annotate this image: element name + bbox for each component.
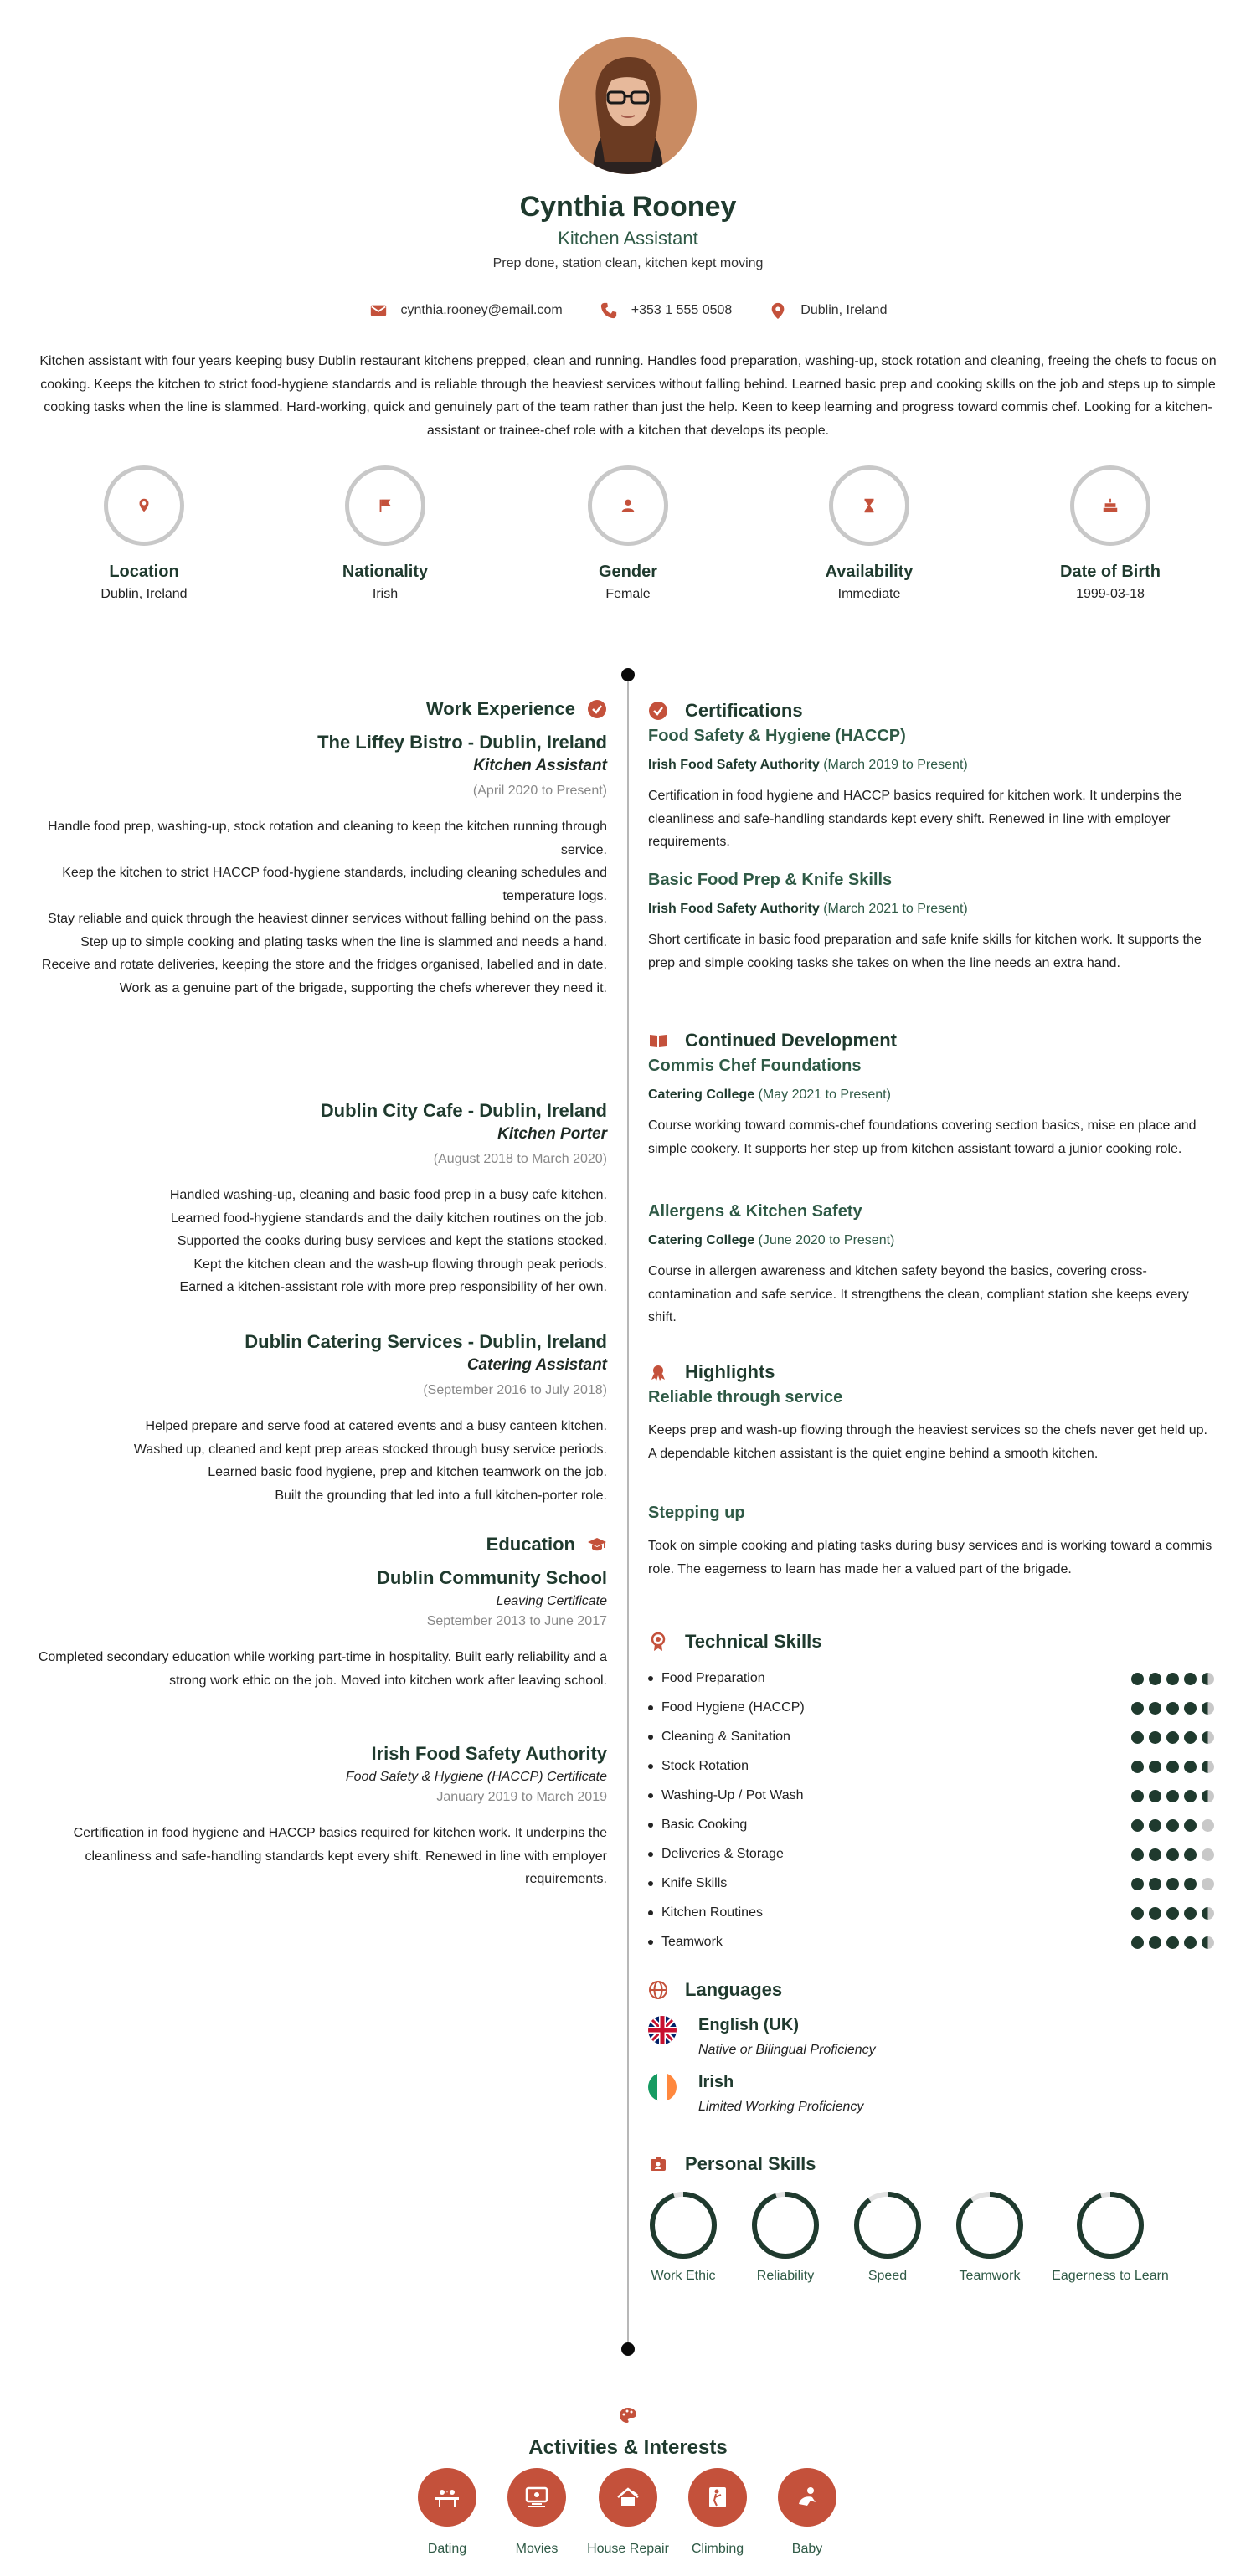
- rating-dot: [1202, 1848, 1214, 1861]
- dating-icon: [430, 2481, 464, 2514]
- certification-title: Food Safety & Hygiene (HACCP): [648, 727, 906, 745]
- certification-title: Basic Food Prep & Knife Skills: [648, 871, 893, 889]
- email-icon: [369, 301, 388, 320]
- skill-rating: [1131, 1761, 1214, 1773]
- rating-dot: [1202, 1790, 1214, 1802]
- section-title: Personal Skills: [685, 2153, 816, 2174]
- education-dates: January 2019 to March 2019: [436, 1790, 607, 1804]
- id-badge-icon: [648, 2154, 668, 2174]
- technical-skill-name: Washing-Up / Pot Wash: [661, 1788, 804, 1802]
- info-location: [52, 465, 236, 602]
- info-value: 1999-03-18: [1076, 587, 1145, 601]
- technical-skill-name: Deliveries & Storage: [661, 1847, 784, 1861]
- info-value: Irish: [372, 587, 399, 601]
- bullet: [648, 1823, 653, 1828]
- rating-dot: [1202, 1702, 1214, 1715]
- development-org: Catering College: [648, 1087, 755, 1102]
- phone-text: +353 1 555 0508: [631, 303, 733, 317]
- technical-skill-row: [648, 1930, 1214, 1955]
- job-bullet: Work as a genuine part of the brigade, supporting the chefs wherever they need it.: [119, 980, 607, 995]
- contact-location: [769, 301, 887, 320]
- job-bullet: Handled washing-up, cleaning and basic food prep in a busy cafe kitchen.: [169, 1188, 607, 1202]
- skill-rating: [1131, 1673, 1214, 1685]
- rating-dot: [1149, 1848, 1161, 1861]
- skill-ring-fill: [959, 2194, 1021, 2256]
- job-company: The Liffey Bistro - Dublin, Ireland: [317, 732, 607, 753]
- highlight-title: Stepping up: [648, 1504, 745, 1522]
- medal-icon: [648, 1632, 668, 1652]
- rating-dot: [1131, 1761, 1144, 1773]
- rating-dot: [1149, 1936, 1161, 1949]
- rating-dot: [1131, 1878, 1144, 1890]
- profile-photo: [559, 37, 697, 174]
- rating-dot: [1202, 1878, 1214, 1890]
- highlight-title: Reliable through service: [648, 1388, 843, 1406]
- person-icon: [619, 496, 637, 515]
- job-role: Kitchen Assistant: [473, 757, 607, 774]
- technical-section-heading: [648, 1631, 1214, 1653]
- rating-dot: [1149, 1673, 1161, 1685]
- skill-rating: [1131, 1848, 1214, 1861]
- job-entry: [33, 1100, 607, 1299]
- rating-dot: [1131, 1907, 1144, 1920]
- development-entry: [648, 1202, 1214, 1329]
- timeline-line: [627, 675, 629, 2349]
- rating-dot: [1202, 1673, 1214, 1685]
- skill-rating: [1131, 1819, 1214, 1832]
- skill-rating: [1131, 1790, 1214, 1802]
- skill-ring-icon: [955, 2190, 1025, 2260]
- info-value: Immediate: [837, 587, 901, 601]
- job-bullet: Built the grounding that led into a full kitchen-porter role.: [275, 1488, 607, 1503]
- rating-dot: [1149, 1761, 1161, 1773]
- personal-section-heading: [648, 2153, 1214, 2175]
- education-entry: [33, 1743, 607, 1891]
- education-dates: September 2013 to June 2017: [426, 1614, 607, 1628]
- rating-dot: [1184, 1819, 1197, 1832]
- bullet: [648, 1764, 653, 1769]
- book-icon: [648, 1031, 668, 1051]
- job-bullet: Supported the cooks during busy services and kept the stations stocked.: [177, 1234, 607, 1248]
- job-bullet: Kept the kitchen clean and the wash-up flowing through peak periods.: [193, 1257, 607, 1272]
- location-pin-icon: [769, 301, 787, 320]
- technical-skill-name: Basic Cooking: [661, 1818, 748, 1832]
- job-bullet: Keep the kitchen to strict HACCP food-hygiene standards, including cleaning schedules and temperature logs.: [62, 866, 607, 903]
- certification-entry: [648, 727, 1214, 854]
- location-text: Dublin, Ireland: [800, 303, 888, 317]
- interest-item: [401, 2468, 493, 2558]
- highlight-entry: [648, 1388, 1214, 1465]
- bullet: [648, 1852, 653, 1857]
- rating-dot: [1166, 1673, 1179, 1685]
- interest-label: House Repair: [587, 2542, 669, 2556]
- certification-dates: (March 2019 to Present): [823, 758, 968, 772]
- email-text: cynthia.rooney@email.com: [400, 303, 563, 317]
- interest-item: [761, 2468, 853, 2558]
- rating-dot: [1149, 1878, 1161, 1890]
- personal-skill-label: Reliability: [756, 2269, 815, 2283]
- rating-dot: [1166, 1761, 1179, 1773]
- personal-skills-list: [648, 2190, 1214, 2299]
- rating-dot: [1184, 1702, 1197, 1715]
- hourglass-icon: [860, 496, 878, 515]
- education-description: Certification in food hygiene and HACCP basics required for kitchen work. It underpins the cleanliness and safe-handling standards kept every shift. Renewed in line with employer requirements.: [73, 1826, 607, 1886]
- skill-ring-icon: [852, 2190, 923, 2260]
- certification-org: Irish Food Safety Authority: [648, 758, 820, 772]
- development-dates: (May 2021 to Present): [758, 1087, 891, 1102]
- rating-dot: [1131, 1731, 1144, 1744]
- education-section-heading: [33, 1534, 607, 1555]
- personal-skill-label: Eagerness to Learn: [1052, 2269, 1169, 2283]
- job-title: Kitchen Assistant: [558, 228, 698, 249]
- development-dates: (June 2020 to Present): [758, 1233, 895, 1247]
- info-label: Location: [109, 563, 179, 581]
- development-entry: [648, 1057, 1214, 1160]
- section-title: Work Experience: [425, 698, 575, 719]
- interest-label: Movies: [515, 2542, 559, 2556]
- rating-dot: [1202, 1936, 1214, 1949]
- development-title: Allergens & Kitchen Safety: [648, 1202, 862, 1221]
- job-role: Kitchen Porter: [497, 1125, 607, 1143]
- development-section-heading: [648, 1030, 1214, 1051]
- skill-ring-fill: [652, 2194, 714, 2256]
- movies-icon: [520, 2481, 553, 2514]
- technical-skill-row: [648, 1871, 1214, 1896]
- certification-org: Irish Food Safety Authority: [648, 902, 820, 916]
- info-label: Availability: [825, 563, 914, 581]
- skill-ring-icon: [1075, 2190, 1145, 2260]
- contact-phone[interactable]: [600, 301, 733, 320]
- section-title: Continued Development: [685, 1030, 898, 1051]
- job-dates: (September 2016 to July 2018): [423, 1383, 607, 1397]
- contact-email[interactable]: [369, 301, 563, 320]
- skill-rating: [1131, 1936, 1214, 1949]
- development-org: Catering College: [648, 1233, 755, 1247]
- rating-dot: [1131, 1702, 1144, 1715]
- technical-skill-row: [648, 1812, 1214, 1838]
- pin-icon: [135, 496, 153, 515]
- job-entry: [33, 1331, 607, 1507]
- rating-dot: [1166, 1936, 1179, 1949]
- technical-skill-row: [648, 1900, 1214, 1926]
- technical-skill-row: [648, 1842, 1214, 1867]
- bullet: [648, 1705, 653, 1710]
- bullet: [648, 1940, 653, 1945]
- interest-item: [672, 2468, 764, 2558]
- phone-icon: [600, 301, 618, 320]
- rating-dot: [1149, 1731, 1161, 1744]
- certification-dates: (March 2021 to Present): [823, 902, 968, 916]
- rating-dot: [1166, 1907, 1179, 1920]
- job-company: Dublin Catering Services - Dublin, Ireland: [245, 1331, 607, 1352]
- rating-dot: [1166, 1731, 1179, 1744]
- rating-dot: [1149, 1907, 1161, 1920]
- job-dates: (August 2018 to March 2020): [433, 1152, 607, 1166]
- candidate-name: Cynthia Rooney: [519, 191, 737, 223]
- section-title: Education: [486, 1534, 575, 1555]
- info-nationality: [293, 465, 477, 602]
- job-bullet: Washed up, cleaned and kept prep areas stocked through busy service periods.: [133, 1442, 607, 1457]
- languages-list: [648, 2016, 1214, 2125]
- development-description: Course working toward commis-chef foundations covering section basics, mise en place and simple cookery. It supports her step up from kitchen assistant toward a junior cooking role.: [648, 1118, 1197, 1156]
- timeline-dot-bottom: [621, 2342, 635, 2356]
- technical-skill-row: [648, 1666, 1214, 1691]
- bullet: [648, 1735, 653, 1740]
- development-title: Commis Chef Foundations: [648, 1057, 862, 1075]
- rating-dot: [1184, 1848, 1197, 1861]
- certification-entry: [648, 871, 1214, 974]
- rating-dot: [1184, 1936, 1197, 1949]
- skill-ring-fill: [1079, 2194, 1141, 2256]
- certifications-section-heading: [648, 700, 1214, 722]
- bullet: [648, 1910, 653, 1915]
- bullet: [648, 1793, 653, 1798]
- technical-skill-name: Cleaning & Sanitation: [661, 1730, 790, 1744]
- rating-dot: [1202, 1731, 1214, 1744]
- skill-rating: [1131, 1731, 1214, 1744]
- interests-heading: Activities & Interests: [528, 2436, 728, 2459]
- language-level: Native or Bilingual Proficiency: [698, 2043, 876, 2057]
- flag-icon: [376, 496, 394, 515]
- technical-skill-row: [648, 1754, 1214, 1779]
- interest-item: [582, 2468, 674, 2558]
- personal-skill: [927, 2190, 1053, 2284]
- job-role: Catering Assistant: [466, 1356, 607, 1374]
- personal-skill: [1048, 2190, 1173, 2284]
- ribbon-icon: [648, 1362, 668, 1382]
- rating-dot: [1184, 1790, 1197, 1802]
- timeline-dot-top: [621, 668, 635, 681]
- technical-skill-name: Kitchen Routines: [661, 1905, 763, 1920]
- technical-skill-name: Knife Skills: [661, 1876, 728, 1890]
- section-title: Highlights: [685, 1361, 775, 1382]
- globe-icon: [648, 1980, 668, 2000]
- technical-skill-name: Food Hygiene (HACCP): [661, 1700, 805, 1715]
- interest-label: Climbing: [691, 2542, 744, 2556]
- rating-dot: [1184, 1907, 1197, 1920]
- rating-dot: [1166, 1848, 1179, 1861]
- education-school: Irish Food Safety Authority: [371, 1743, 607, 1764]
- info-dob: [1018, 465, 1202, 602]
- rating-dot: [1131, 1848, 1144, 1861]
- rating-dot: [1184, 1731, 1197, 1744]
- skill-ring-fill: [857, 2194, 919, 2256]
- highlight-entry: [648, 1504, 1214, 1581]
- highlights-section-heading: [648, 1361, 1214, 1383]
- job-bullet: Earned a kitchen-assistant role with more prep responsibility of her own.: [179, 1280, 607, 1294]
- rating-dot: [1131, 1819, 1144, 1832]
- personal-skill-label: Speed: [867, 2269, 908, 2283]
- job-bullet: Handle food prep, washing-up, stock rotation and cleaning to keep the kitchen running through service.: [48, 820, 607, 857]
- education-entry: [33, 1567, 607, 1692]
- personal-skill-label: Work Ethic: [651, 2269, 716, 2283]
- palette-icon: [618, 2406, 638, 2426]
- highlight-description: Took on simple cooking and plating tasks during busy services and is working toward a commis role. The eagerness to learn has made her a valued part of the brigade.: [648, 1539, 1212, 1576]
- bullet: [648, 1881, 653, 1886]
- job-bullet: Stay reliable and quick through the heaviest dinner services without falling behind on the pass.: [48, 912, 607, 926]
- section-title: Certifications: [685, 700, 803, 721]
- baby-icon: [790, 2481, 824, 2514]
- cake-icon: [1101, 496, 1120, 515]
- interest-item: [491, 2468, 583, 2558]
- education-degree: Leaving Certificate: [496, 1594, 607, 1608]
- skill-rating: [1131, 1878, 1214, 1890]
- technical-skill-name: Teamwork: [661, 1935, 723, 1949]
- rating-dot: [1149, 1790, 1161, 1802]
- info-value: Dublin, Ireland: [100, 587, 188, 601]
- info-label: Gender: [598, 563, 658, 581]
- badge-check-icon: [648, 701, 668, 721]
- graduation-cap-icon: [587, 1535, 607, 1555]
- rating-dot: [1202, 1819, 1214, 1832]
- rating-dot: [1166, 1790, 1179, 1802]
- rating-dot: [1184, 1761, 1197, 1773]
- technical-skills-list: [648, 1666, 1214, 1959]
- technical-skill-name: Food Preparation: [661, 1671, 765, 1685]
- summary: Kitchen assistant with four years keeping busy Dublin restaurant kitchens prepped, clean and running. Handles food preparation, washing-up, stock rotation and cleaning, freeing the chefs to focus on cooking. Keeps the kitchen to strict food-hygiene standards and is reliable through the heaviest services without falling behind. Learned basic prep and cooking skills on the job and steps up to simple cooking tasks when the line is slammed. Hard-working, quick and genuinely part of the team rather than just the help. Keen to keep learning and progress toward commis chef. Looking for a kitchen-assistant or trainee-chef role with a kitchen that develops its people.: [39, 354, 1217, 438]
- tagline: Prep done, station clean, kitchen kept moving: [492, 256, 764, 270]
- work-section-heading: [33, 698, 607, 720]
- rating-dot: [1202, 1907, 1214, 1920]
- rating-dot: [1166, 1819, 1179, 1832]
- job-bullet: Step up to simple cooking and plating tasks when the line is slammed and needs a hand.: [80, 934, 607, 949]
- job-bullet: Receive and rotate deliveries, keeping the store and the fridges organised, labelled and in date.: [41, 958, 607, 972]
- education-school: Dublin Community School: [377, 1567, 607, 1588]
- uk-flag-icon: [648, 2016, 677, 2044]
- bullet: [648, 1676, 653, 1681]
- climbing-icon: [701, 2481, 734, 2514]
- section-title: Technical Skills: [685, 1631, 822, 1652]
- rating-dot: [1166, 1878, 1179, 1890]
- technical-skill-row: [648, 1725, 1214, 1750]
- info-label: Date of Birth: [1060, 563, 1161, 581]
- job-dates: (April 2020 to Present): [472, 784, 607, 798]
- interest-label: Baby: [791, 2542, 823, 2556]
- job-bullet: Learned food-hygiene standards and the daily kitchen routines on the job.: [170, 1211, 607, 1226]
- contact-bar: [0, 301, 1256, 320]
- education-degree: Food Safety & Hygiene (HACCP) Certificate: [345, 1770, 607, 1784]
- rating-dot: [1131, 1790, 1144, 1802]
- rating-dot: [1166, 1702, 1179, 1715]
- technical-skill-row: [648, 1695, 1214, 1720]
- job-bullet: Learned basic food hygiene, prep and kitchen teamwork on the job.: [208, 1465, 607, 1479]
- rating-dot: [1184, 1878, 1197, 1890]
- skill-ring-icon: [648, 2190, 718, 2260]
- rating-dot: [1149, 1819, 1161, 1832]
- development-description: Course in allergen awareness and kitchen safety beyond the basics, covering cross-contamination and safe service. It strengthens the clean, compliant station she keeps every shift.: [648, 1264, 1189, 1324]
- skill-rating: [1131, 1907, 1214, 1920]
- language-level: Limited Working Proficiency: [698, 2100, 864, 2114]
- personal-skill-label: Teamwork: [959, 2269, 1021, 2283]
- certification-description: Certification in food hygiene and HACCP basics required for kitchen work. It underpins the cleanliness and safe-handling standards kept every shift. Renewed in line with employer requirements.: [648, 789, 1182, 849]
- technical-skill-name: Stock Rotation: [661, 1759, 749, 1773]
- skill-ring-fill: [754, 2194, 816, 2256]
- rating-dot: [1184, 1673, 1197, 1685]
- info-gender: [536, 465, 720, 602]
- rating-dot: [1149, 1702, 1161, 1715]
- job-company: Dublin City Cafe - Dublin, Ireland: [320, 1100, 607, 1121]
- job-bullet: Helped prepare and serve food at catered events and a busy canteen kitchen.: [145, 1419, 607, 1433]
- interest-label: Dating: [427, 2542, 467, 2556]
- ireland-flag-icon: [648, 2073, 677, 2101]
- skill-ring-icon: [750, 2190, 821, 2260]
- language-name: English (UK): [698, 2016, 799, 2034]
- rating-dot: [1202, 1761, 1214, 1773]
- info-value: Female: [605, 587, 651, 601]
- job-entry: [33, 732, 607, 1000]
- house-repair-icon: [611, 2481, 645, 2514]
- info-availability: [777, 465, 961, 602]
- skill-rating: [1131, 1702, 1214, 1715]
- languages-section-heading: [648, 1979, 1214, 2001]
- info-label: Nationality: [342, 563, 429, 581]
- rating-dot: [1131, 1936, 1144, 1949]
- technical-skill-row: [648, 1783, 1214, 1808]
- language-name: Irish: [698, 2073, 734, 2091]
- education-description: Completed secondary education while working part-time in hospitality. Built early reliability and a strong work ethic on the job. Moved into kitchen work after leaving school.: [38, 1650, 607, 1688]
- badge-check-icon: [587, 699, 607, 719]
- highlight-description: Keeps prep and wash-up flowing through the heaviest services so the chefs never get held up. A dependable kitchen assistant is the quiet engine behind a smooth kitchen.: [648, 1423, 1207, 1461]
- certification-description: Short certificate in basic food preparation and safe knife skills for kitchen work. It supports the prep and simple cooking tasks she takes on when the line needs an extra hand.: [648, 933, 1202, 970]
- section-title: Languages: [685, 1979, 783, 2000]
- rating-dot: [1131, 1673, 1144, 1685]
